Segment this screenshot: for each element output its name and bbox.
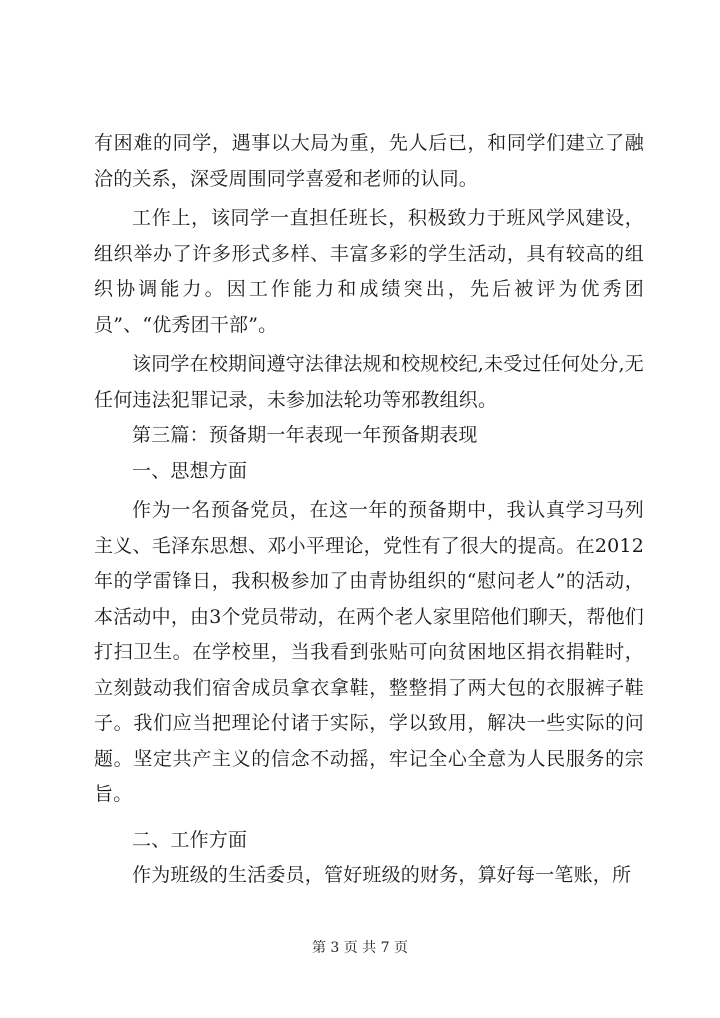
paragraph-thought: 作为一名预备党员，在这一年的预备期中，我认真学习马列主义、毛泽东思想、邓小平理论，党性有了很大的提高。在2012年的学雷锋日，我积极参加了由青协组织的“慰问老人”的活动，本活动中，由3个党员带动，在两个老人家里陪他们聊天，帮他们打扫卫生。在学校里，当我看到张贴可向贫困地区捐衣捐鞋时，立刻鼓动我们宿舍成员拿衣拿鞋，整整捐了两大包的衣服裤子鞋子。我们应当把理论付诸于实际，学以致用，解决一些实际的问题。坚定共产主义的信念不动摇，牢记全心全意为人民服务的宗旨。 — [94, 499, 644, 805]
paragraph-work-duty: 作为班级的生活委员，管好班级的财务，算好每一笔账，所 — [132, 864, 632, 886]
paragraph-continuation: 有困难的同学，遇事以大局为重，先人后已，和同学们建立了融洽的关系，深受周围同学喜爱和老师的认同。 — [94, 132, 644, 190]
subheading-work: 二、工作方面 — [132, 828, 248, 851]
paragraph-work: 工作上，该同学一直担任班长，积极致力于班风学风建设，组织举办了许多形式多样、丰富多彩的学生活动，具有较高的组织协调能力。因工作能力和成绩突出，先后被评为优秀团员”、“优秀团干部”。 — [94, 207, 644, 336]
page-number: 第 3 页 共 7 页 — [311, 940, 409, 956]
paragraph-discipline: 该同学在校期间遵守法律法规和校规校纪,未受过任何处分,无任何违法犯罪记录，未参加法轮功等邪教组织。 — [94, 353, 644, 411]
section-title: 第三篇：预备期一年表现一年预备期表现 — [132, 424, 478, 446]
subheading-thought: 一、思想方面 — [132, 459, 248, 482]
document-body — [94, 126, 644, 894]
